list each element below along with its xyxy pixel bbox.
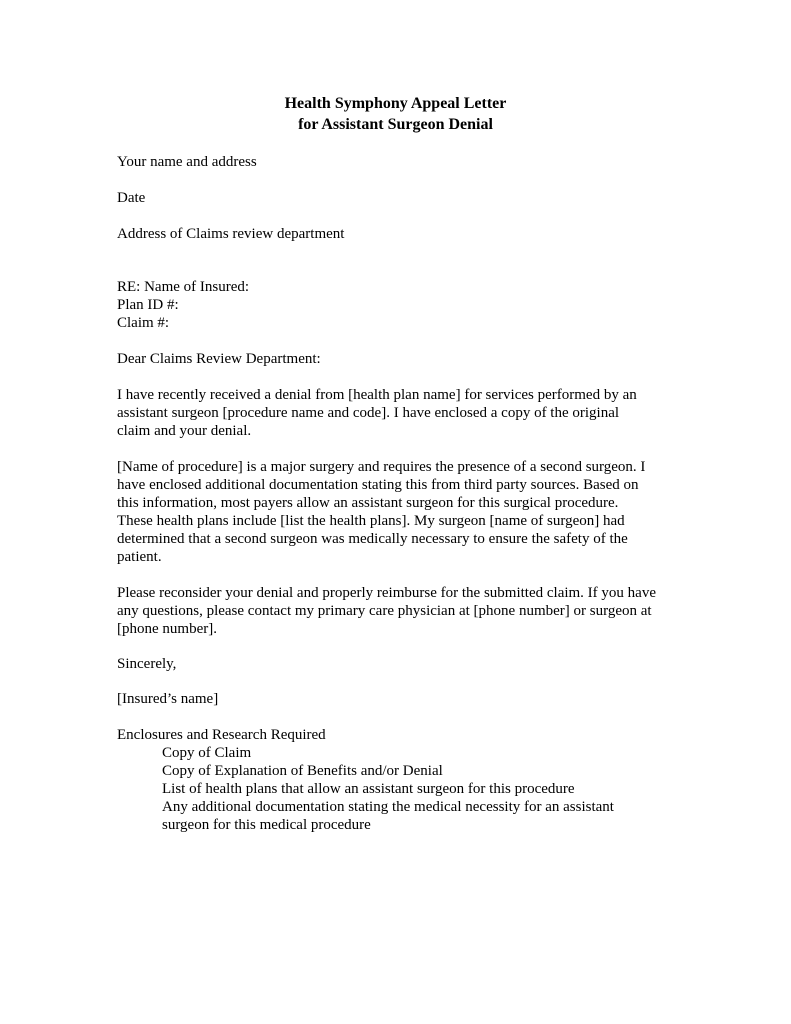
paragraph2-line: These health plans include [list the health plans]. My surgeon [name of surgeon] had xyxy=(117,513,625,529)
enclosure-item: Copy of Explanation of Benefits and/or Denial xyxy=(162,763,443,779)
paragraph2-line: patient. xyxy=(117,549,162,565)
paragraph1-line: claim and your denial. xyxy=(117,423,252,439)
closing: Sincerely, xyxy=(117,656,177,672)
paragraph2-line: [Name of procedure] is a major surgery and requires the presence of a second surgeon. I xyxy=(117,459,646,475)
re-insured-name: RE: Name of Insured: xyxy=(117,279,250,295)
enclosure-item: Any additional documentation stating the medical necessity for an assistant xyxy=(162,799,614,815)
document-title-line2: for Assistant Surgeon Denial xyxy=(298,116,493,133)
enclosures-heading: Enclosures and Research Required xyxy=(117,727,326,743)
paragraph3-line: Please reconsider your denial and properly reimburse for the submitted claim. If you have xyxy=(117,585,656,601)
paragraph2-line: determined that a second surgeon was medically necessary to ensure the safety of the xyxy=(117,531,628,547)
paragraph3-line: any questions, please contact my primary care physician at [phone number] or surgeon at xyxy=(117,603,652,619)
signature-placeholder: [Insured’s name] xyxy=(117,691,219,707)
document-title-line1: Health Symphony Appeal Letter xyxy=(284,95,507,112)
paragraph3-line: [phone number]. xyxy=(117,621,217,637)
paragraph2-line: this information, most payers allow an assistant surgeon for this surgical procedure. xyxy=(117,495,619,511)
re-plan-id: Plan ID #: xyxy=(117,297,179,313)
salutation: Dear Claims Review Department: xyxy=(117,351,321,367)
sender-name-address: Your name and address xyxy=(117,154,257,170)
letter-date: Date xyxy=(117,190,146,206)
paragraph1-line: I have recently received a denial from [health plan name] for services performed by an xyxy=(117,387,637,403)
paragraph2-line: have enclosed additional documentation stating this from third party sources. Based on xyxy=(117,477,639,493)
re-claim-number: Claim #: xyxy=(117,315,170,331)
claims-department-address: Address of Claims review department xyxy=(117,226,345,242)
paragraph1-line: assistant surgeon [procedure name and code]. I have enclosed a copy of the original xyxy=(117,405,620,421)
enclosure-item: Copy of Claim xyxy=(162,745,252,761)
enclosure-item: surgeon for this medical procedure xyxy=(162,817,371,833)
enclosure-item: List of health plans that allow an assistant surgeon for this procedure xyxy=(162,781,575,797)
